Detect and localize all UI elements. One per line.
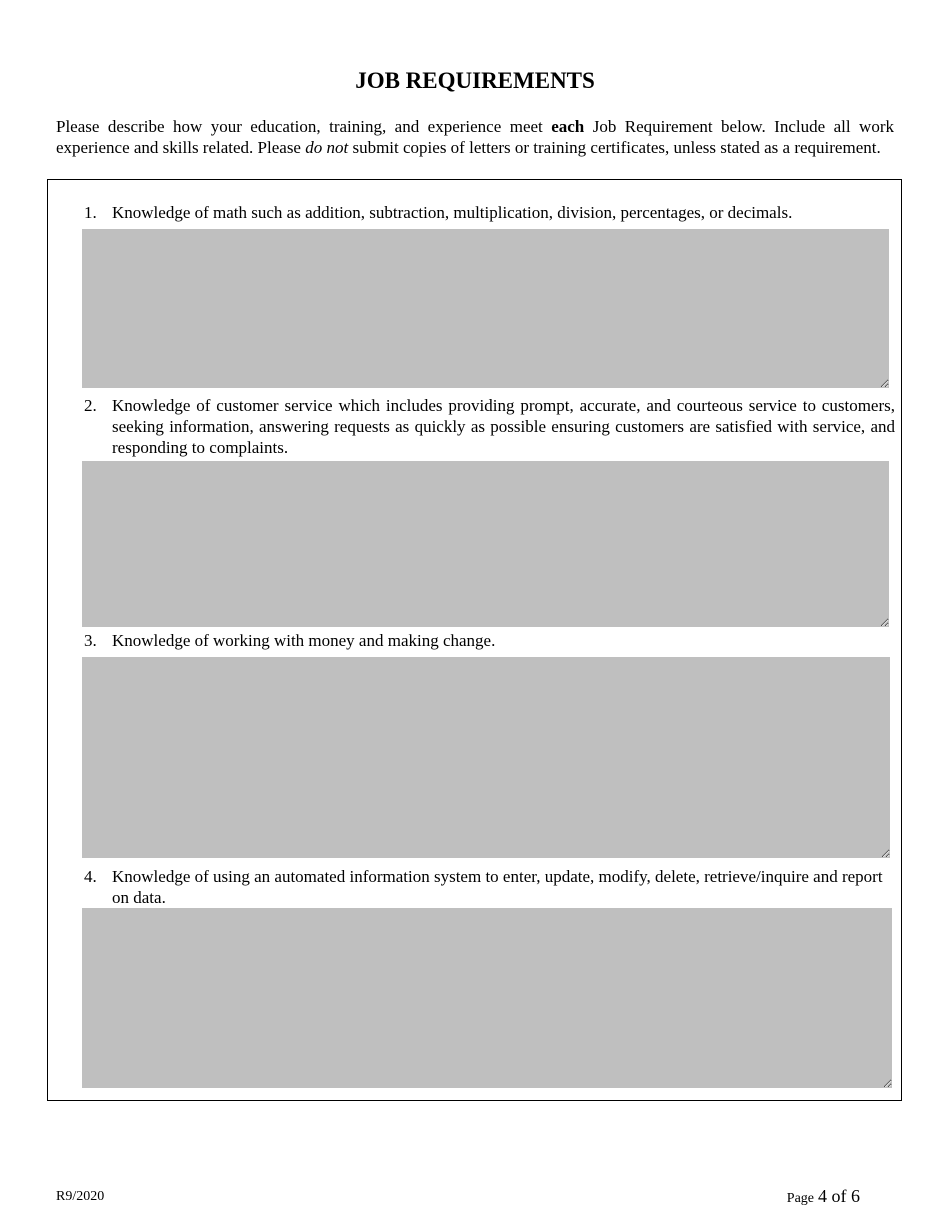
instructions-emphasis-each: each (551, 117, 585, 136)
requirement-3-text: Knowledge of working with money and making change. (112, 631, 496, 650)
instructions-text-1: Please describe how your education, training, and experience meet (56, 117, 552, 136)
instructions-emphasis-do-not: do not (305, 138, 349, 157)
requirement-1-text: Knowledge of math such as addition, subtraction, multiplication, division, percentages, or decimals. (112, 203, 793, 222)
requirement-2-answer-field[interactable] (82, 461, 889, 627)
page-count: 4 of 6 (818, 1186, 860, 1206)
requirement-3-answer-field[interactable] (82, 657, 890, 858)
instructions-paragraph (56, 116, 894, 158)
instructions-text-3: submit copies of letters or training certificates, unless stated as a requirement. (348, 138, 881, 157)
requirement-2-number: 2. (84, 396, 97, 415)
requirement-2-text: Knowledge of customer service which includes providing prompt, accurate, and courteous service to customers, seeking information, answering requests as quickly as possible ensuring customers are satisfied with service, and responding to complaints. (112, 396, 895, 457)
revision-date: R9/2020 (56, 1189, 105, 1204)
requirement-1-number: 1. (84, 203, 97, 222)
requirement-4-answer-field[interactable] (82, 908, 892, 1088)
page-title: JOB REQUIREMENTS (355, 68, 595, 93)
instructions-text-2: Job Requirement below. Include all work experience and skills related. Please (56, 117, 894, 157)
requirement-3-number: 3. (84, 631, 97, 650)
requirement-4-number: 4. (84, 867, 97, 886)
requirement-1-answer-field[interactable] (82, 229, 889, 388)
page-label: Page (786, 1191, 814, 1206)
page-number (787, 1185, 860, 1210)
requirement-4-text: Knowledge of using an automated information system to enter, update, modify, delete, retrieve/inquire and report on data. (112, 867, 883, 907)
